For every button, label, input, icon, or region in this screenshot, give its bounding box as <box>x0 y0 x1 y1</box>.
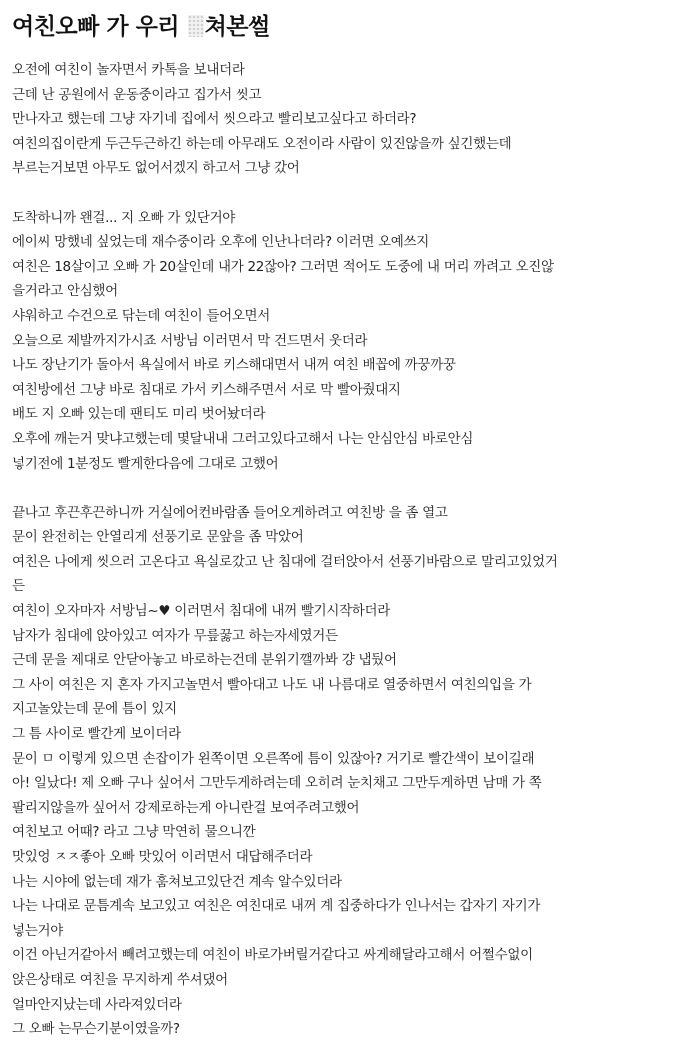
paragraph-break <box>12 476 692 501</box>
post-text-line: 지고놀았는데 문에 틈이 있지 <box>12 701 177 718</box>
post-text-line: 부르는거보면 아무도 없어서겠지 하고서 그냥 갔어 <box>12 160 300 177</box>
post-text-line: 얼마안지났는데 사라져있더라 <box>12 996 182 1013</box>
post-text-line: 그 틈 사이로 빨간게 보이더라 <box>12 726 181 743</box>
post-text-line: 그 오빠 는무슨기분이였을까? <box>12 1021 180 1038</box>
post-text-line: 남자가 침대에 앉아있고 여자가 무릎꿇고 하는자세였거든 <box>12 627 338 644</box>
post-text-line: 도착하니까 왠걸... 지 오빠 가 있단거야 <box>12 209 236 226</box>
post-text-line: 배도 지 오빠 있는데 팬티도 미리 벗어놨더라 <box>12 406 266 423</box>
post-text-line: 나도 장난기가 돌아서 욕실에서 바로 키스해대면서 내꺼 여친 배꼽에 까꿍까꿍 <box>12 357 456 374</box>
post-text-line: 여친이 오자마자 서방님~♥ 이러면서 침대에 내꺼 빨기시작하더라 <box>12 603 391 620</box>
post-text-line: 그 사이 여친은 지 혼자 가지고놀면서 빨아대고 나도 내 나름대로 열중하면서 여친의입을 가 <box>12 676 532 693</box>
post-title <box>12 8 270 41</box>
post-text-line: 아! 일났다! 제 오빠 구나 싶어서 그만두게하려는데 오히려 눈치채고 그만두게하면 남매 가 쪽 <box>12 775 542 792</box>
post-text-line: 앉은상태로 여친을 무지하게 쑤셔댔어 <box>12 971 228 988</box>
post-text-line: 여친보고 어때? 라고 그냥 막연히 물으니깐 <box>12 824 256 841</box>
post-text-line: 나는 시야에 없는데 재가 훔쳐보고있단건 계속 알수있더라 <box>12 873 342 890</box>
censored-glyph-icon <box>188 15 204 37</box>
post-body <box>12 58 692 1042</box>
post-text-line: 만나자고 했는데 그냥 자기네 집에서 씻으라고 빨리보고싶다고 하더라? <box>12 111 417 128</box>
post-text-line: 오늘으로 제발까지가시죠 서방님 이러면서 막 건드면서 웃더라 <box>12 332 368 349</box>
paragraph-break <box>12 181 692 206</box>
post-text-line: 오전에 여친이 놀자면서 카톡을 보내더라 <box>12 62 245 78</box>
post-text-line: 여친방에선 그냥 바로 침대로 가서 키스해주면서 서로 막 빨아줬대지 <box>12 381 401 398</box>
post-text-line: 넣는거야 <box>12 922 63 939</box>
post-text-line: 을거라고 안심했어 <box>12 283 118 300</box>
post-text-line: 샤워하고 수건으로 닦는데 여친이 들어오면서 <box>12 307 271 324</box>
post-text-line: 에이씨 망했네 싶었는데 재수중이라 오후에 인난나더라? 이러면 오예쓰지 <box>12 234 430 251</box>
post-text-line: 이건 아닌거같아서 빼려고했는데 여친이 바로가버릴거같다고 싸게해달라고해서 어쩔수없이 <box>12 947 533 964</box>
post-text-line: 근데 난 공원에서 운동중이라고 집가서 씻고 <box>12 86 262 103</box>
post-text-line: 맛있엉 ㅈㅈ좋아 오빠 맛있어 이러면서 대답해주더라 <box>12 849 313 865</box>
post-text-line: 여친은 나에게 씻으러 고온다고 욕실로갔고 난 침대에 걸터앉아서 선풍기바람으로 말리고있었거 <box>12 553 558 570</box>
post-text-line: 든 <box>12 578 25 595</box>
post-title-prefix: 여친오빠 가 우리 <box>12 14 187 40</box>
post-text-line: 근데 문을 제대로 안닫아놓고 바로하는건데 분위기깰까봐 걍 냅뒀어 <box>12 652 397 669</box>
post-text-line: 나는 나대로 문틈계속 보고있고 여친은 여친대로 내꺼 계 집중하다가 인나서는 갑자기 자기가 <box>12 898 541 915</box>
post-text-line: 여친은 18살이고 오빠 가 20살인데 내가 22잖아? 그러면 적어도 도중에 내 머리 까려고 오진않 <box>12 258 554 275</box>
post-text-line: 팔리지않을까 싶어서 강제로하는게 아니란걸 보여주려고했어 <box>12 799 360 816</box>
post-text-line: 문이 완전히는 안열리게 선풍기로 문앞을 좀 막았어 <box>12 529 304 546</box>
post-text-line: 넣기전에 1분정도 빨게한다음에 그대로 고했어 <box>12 455 279 472</box>
post-text-line: 오후에 깨는거 맞냐고했는데 몇달내내 그러고있다고해서 나는 안심안심 바로안심 <box>12 430 474 447</box>
post-text-line: 끝나고 후끈후끈하니까 거실에어컨바람좀 들어오게하려고 여친방 을 좀 열고 <box>12 504 448 521</box>
post-text-line: 문이 ㅁ 이렇게 있으면 손잡이가 왼쪽이면 오른쪽에 틈이 있잖아? 거기로 빨간색이 보이길래 <box>12 750 535 767</box>
post-title-suffix: 쳐본썰 <box>204 14 270 40</box>
post-text-line: 여친의집이란게 두근두근하긴 하는데 아무래도 오전이라 사람이 있진않을까 싶긴했는데 <box>12 135 512 152</box>
